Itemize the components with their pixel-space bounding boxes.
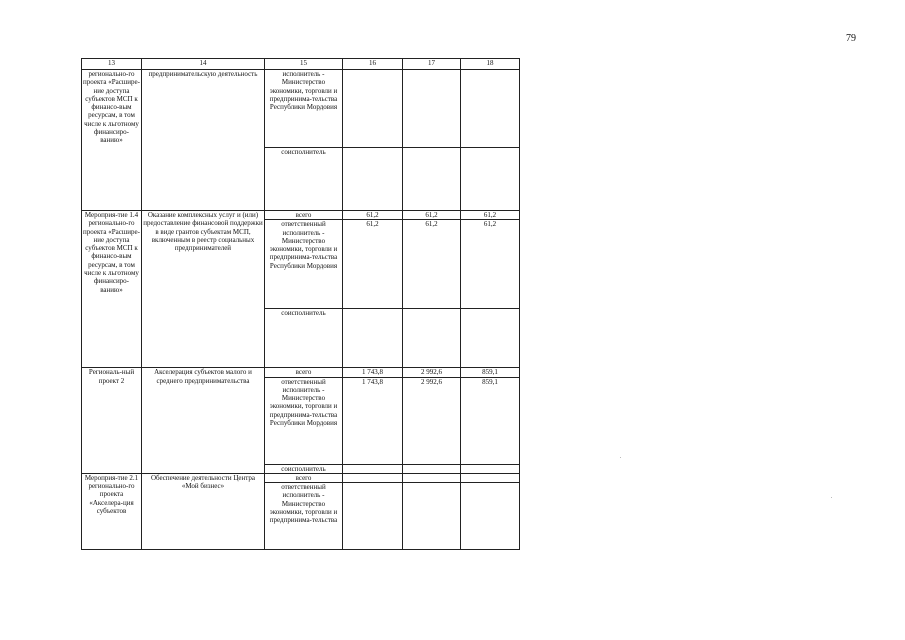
value-cell: 1 743,8: [343, 368, 403, 377]
scan-speck: [831, 497, 832, 498]
value-cell: 859,1: [461, 377, 520, 464]
header-cell: 14: [142, 59, 265, 70]
value-cell: 61,2: [343, 211, 403, 220]
activity-description-cell: Акселерация субъектов малого и среднего предпринимательства: [142, 368, 265, 474]
header-row: [82, 59, 520, 70]
executor-cell: ответственный исполнитель - Министерство экономики, торговли и предпринима-тельства: [265, 483, 343, 550]
header-cell: 17: [403, 59, 461, 70]
value-cell: [403, 464, 461, 473]
value-cell: 61,2: [403, 220, 461, 309]
value-cell: [461, 147, 520, 210]
activity-description-cell: предпринимательскую деятельность: [142, 70, 265, 211]
total-label-cell: всего: [265, 473, 343, 482]
executor-cell: ответственный исполнитель - Министерство экономики, торговли и предпринима-тельства Республики Мордовия: [265, 377, 343, 464]
value-cell: [343, 147, 403, 210]
value-cell: [343, 309, 403, 368]
value-cell: [403, 309, 461, 368]
value-cell: 61,2: [343, 220, 403, 309]
value-cell: [403, 473, 461, 482]
header-cell: 16: [343, 59, 403, 70]
table-row: [82, 211, 520, 220]
header-cell: 15: [265, 59, 343, 70]
co-executor-cell: соисполнитель: [265, 464, 343, 473]
co-executor-cell: соисполнитель: [265, 309, 343, 368]
header-cell: 13: [82, 59, 142, 70]
total-label-cell: всего: [265, 368, 343, 377]
value-cell: [403, 70, 461, 148]
activity-name-cell: Региональ-ный проект 2: [82, 368, 142, 474]
value-cell: 61,2: [403, 211, 461, 220]
value-cell: [343, 483, 403, 550]
scan-speck: [620, 457, 621, 458]
value-cell: [403, 483, 461, 550]
table-row: [82, 368, 520, 377]
value-cell: [461, 473, 520, 482]
table-row: [82, 473, 520, 482]
value-cell: [461, 464, 520, 473]
value-cell: [461, 483, 520, 550]
value-cell: [461, 70, 520, 148]
budget-table: [81, 58, 520, 550]
activity-description-cell: Обеспечение деятельности Центра «Мой бизнес»: [142, 473, 265, 549]
activity-name-cell: Мероприя-тие 1.4 регионально-го проекта «Расшире-ние доступа субъектов МСП к финансо-вым ресурсам, в том числе к льготному финансиро-ванию»: [82, 211, 142, 368]
table-row: [82, 70, 520, 148]
value-cell: [461, 309, 520, 368]
executor-cell: ответственный исполнитель - Министерство экономики, торговли и предпринима-тельства Республики Мордовия: [265, 220, 343, 309]
activity-name-cell: регионально-го проекта «Расшире-ние доступа субъектов МСП к финансо-вым ресурсам, в том числе к льготному финансиро-ванию»: [82, 70, 142, 211]
value-cell: 859,1: [461, 368, 520, 377]
value-cell: [343, 70, 403, 148]
activity-description-cell: Оказание комплексных услуг и (или) предоставление финансовой поддержки в виде грантов субъектам МСП, включенным в реестр социальных предпринимателей: [142, 211, 265, 368]
value-cell: [343, 464, 403, 473]
value-cell: 2 992,6: [403, 377, 461, 464]
value-cell: 1 743,8: [343, 377, 403, 464]
value-cell: 61,2: [461, 211, 520, 220]
total-label-cell: всего: [265, 211, 343, 220]
activity-name-cell: Мероприя-тие 2.1 регионально-го проекта «Акселера-ция субъектов: [82, 473, 142, 549]
page-number: 79: [846, 33, 856, 44]
executor-cell: исполнитель - Министерство экономики, торговли и предпринима-тельства Республики Мордовия: [265, 70, 343, 148]
value-cell: [343, 473, 403, 482]
value-cell: [403, 147, 461, 210]
header-cell: 18: [461, 59, 520, 70]
value-cell: 2 992,6: [403, 368, 461, 377]
co-executor-cell: соисполнитель: [265, 147, 343, 210]
value-cell: 61,2: [461, 220, 520, 309]
